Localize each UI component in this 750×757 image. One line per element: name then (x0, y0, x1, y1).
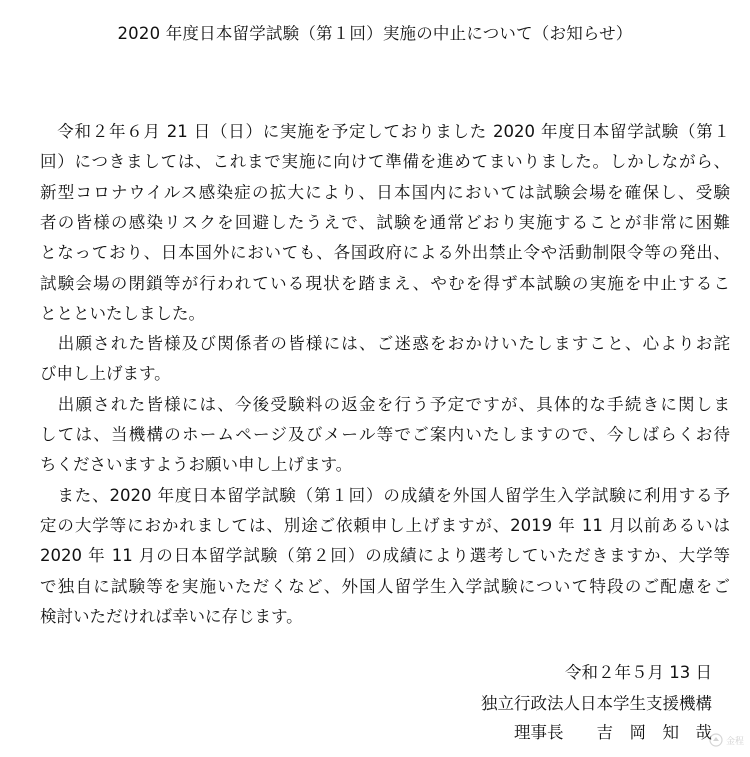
body-text-line: 検討いただければ幸いに存じます。 (40, 606, 303, 626)
body-text-line: 令和２年６月 21 日（日）に実施を予定しておりました 2020 年度日本留学試験（第１ (40, 122, 730, 141)
document-title: 2020 年度日本留学試験（第１回）実施の中止について（お知らせ） (117, 24, 633, 43)
body-text-line: 試験会場の閉鎖等が行われている現状を踏まえ、やむを得ず本試験の実施を中止するこ (40, 273, 730, 293)
body-text-line: 出願された皆様及び関係者の皆様には、ご迷惑をおかけいたしますこと、心よりお詫 (40, 334, 731, 354)
body-text-line: で独自に試験等を実施いただくなど、外国人留学生入学試験について特段のご配慮をご (40, 576, 730, 596)
body-text-line: 出願された皆様には、今後受験料の返金を行う予定ですが、具体的な手続きに関しま (40, 394, 731, 414)
signature-person: 理事長 吉 岡 知 哉 (514, 723, 712, 742)
body-text-line: び申し上げます。 (40, 364, 171, 384)
signature-organization: 独立行政法人日本学生支援機構 (481, 694, 712, 713)
watermark-text: 金程 (725, 736, 744, 747)
watermark-logo (709, 733, 744, 747)
watermark-icon (709, 733, 723, 747)
signature-date: 令和２年５月 13 日 (565, 663, 712, 682)
body-text-line: 者の皆様の感染リスクを回避したうえで、試験を通常どおり実施することが非常に困難 (40, 212, 730, 232)
body-text-line: 2020 年 11 月の日本留学試験（第２回）の成績により選考していただきますか、大学等 (40, 546, 730, 566)
body-text-line: となっており、日本国外においても、各国政府による外出禁止令や活動制限令等の発出、 (40, 243, 730, 263)
body-text-line: ちくださいますようお願い申し上げます。 (40, 455, 353, 475)
body-text-line: 回）につきましては、これまで実施に向けて準備を進めてまいりました。しかしながら、 (40, 152, 730, 172)
body-text-line: 新型コロナウイルス感染症の拡大により、日本国内においては試験会場を確保し、受験 (40, 182, 730, 202)
body-text-line: 定の大学等におかれましては、別途ご依頼申し上げますが、2019 年 11 月以前あるいは (40, 515, 730, 535)
body-text-line: しては、当機構のホームページ及びメール等でご案内いたしますので、今しばらくお待 (40, 425, 730, 444)
body-text-line: また、2020 年度日本留学試験（第１回）の成績を外国人留学生入学試験に利用する予 (40, 485, 730, 505)
body-text-line: ととといたしました。 (40, 303, 205, 323)
